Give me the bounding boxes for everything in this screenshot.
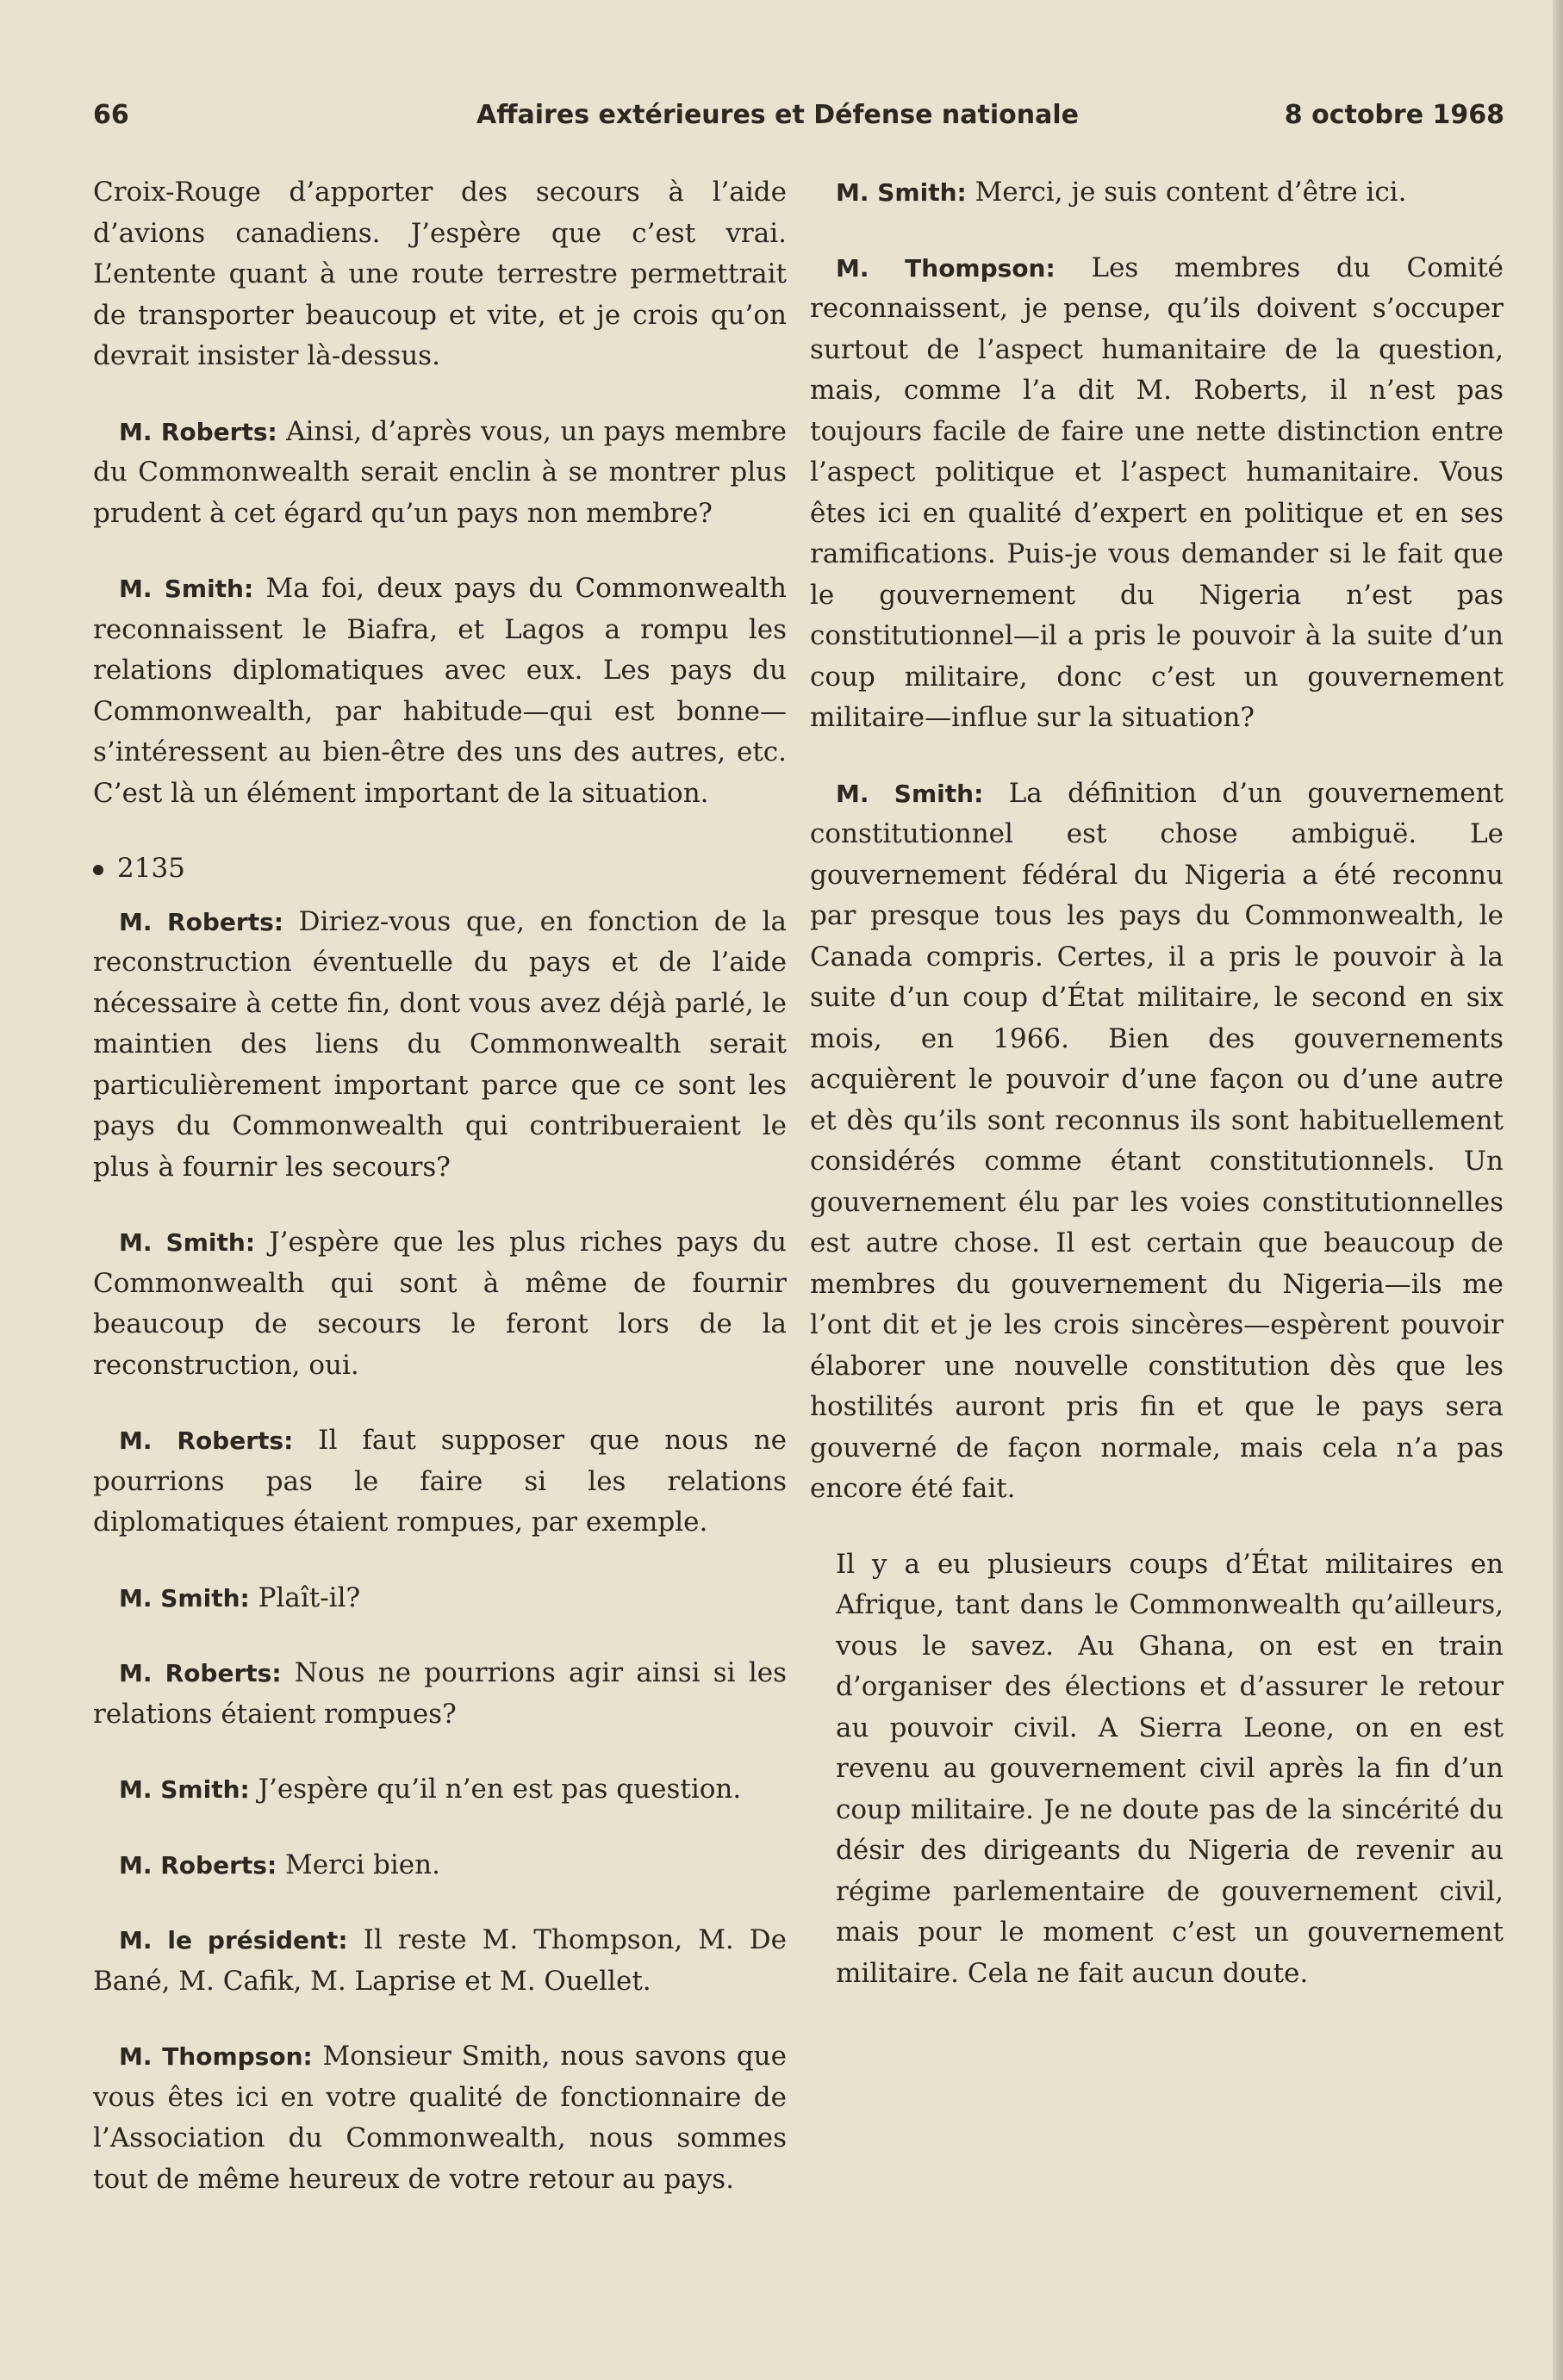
paragraph xyxy=(93,1920,787,2002)
speaker-name: M. Smith: xyxy=(836,178,967,207)
running-title: Affaires extérieures et Défense nationale xyxy=(476,100,1079,130)
time-marker-text: 2135 xyxy=(117,853,185,884)
paragraph xyxy=(93,2036,787,2200)
paragraph-text: Il y a eu plusieurs coups d’État militaires en Afrique, tant dans le Commonwealth qu’ailleurs, vous le savez. Au Ghana, on est en train d’organiser des élections et d’assurer le retour au pouvoir civil. A Sierra Leone, on en est revenu au gouvernement civil après la fin d’un coup militaire. Je ne doute pas de la sincérité du désir des dirigeants du Nigeria de revenir au régime parlementaire de gouvernement civil, mais pour le moment c’est un gouvernement militaire. Cela ne fait aucun doute. xyxy=(836,1548,1504,1989)
speaker-name: M. Roberts: xyxy=(119,417,277,446)
page-edge xyxy=(1553,0,1563,2380)
speaker-name: M. Smith: xyxy=(119,575,254,603)
paragraph-text: Il faut supposer que nous ne pourrions pas le faire si les relations diplomatiques étaient rompues, par exemple. xyxy=(93,1425,788,1538)
paragraph xyxy=(810,774,1504,1510)
paragraph xyxy=(810,248,1504,739)
running-date: 8 octobre 1968 xyxy=(1284,100,1504,130)
paragraph xyxy=(93,412,787,535)
speaker-name: M. Roberts: xyxy=(119,907,283,936)
paragraph-text: Croix-Rouge d’apporter des secours à l’aide d’avions canadiens. J’espère que c’est vrai. L’entente quant à une route terrestre permettrait de transporter beaucoup et vite, et je crois qu’on devrait insister là-dessus. xyxy=(93,177,787,371)
left-column xyxy=(93,172,787,2200)
paragraph xyxy=(810,172,1504,214)
speaker-name: M. Thompson: xyxy=(836,253,1055,283)
right-column xyxy=(810,172,1504,1994)
paragraph xyxy=(93,1222,787,1386)
speaker-name: M. Roberts: xyxy=(119,1659,282,1687)
paragraph-text: Nous ne pourrions agir ainsi si les relations étaient rompues? xyxy=(93,1657,787,1730)
paragraph-text: Merci bien. xyxy=(285,1849,440,1880)
speaker-name: M. Smith: xyxy=(119,1583,250,1613)
page-header xyxy=(93,100,1504,143)
paragraph xyxy=(810,1544,1504,1995)
speaker-name: M. Roberts: xyxy=(119,1426,294,1455)
paragraph xyxy=(93,1578,787,1619)
paragraph xyxy=(93,1769,787,1811)
bullet-icon xyxy=(93,865,103,875)
paragraph-text: J’espère qu’il n’en est pas question. xyxy=(258,1774,742,1805)
paragraph xyxy=(93,1845,787,1886)
paragraph xyxy=(93,1653,787,1735)
paragraph xyxy=(93,1420,787,1544)
speaker-name: M. Thompson: xyxy=(119,2042,313,2071)
paragraph-text: Ma foi, deux pays du Commonwealth reconnaissent le Biafra, et Lagos a rompu les relations diplomatiques avec eux. Les pays du Commonwealth, par habitude—qui est bonne—s’intéressent au bien-être des uns des autres, etc. C’est là un élément important de la situation. xyxy=(93,573,788,809)
speaker-name: M. Roberts: xyxy=(119,1850,277,1880)
time-marker xyxy=(93,848,787,890)
paragraph xyxy=(93,172,787,377)
paragraph-text: Plaît-il? xyxy=(258,1581,361,1613)
paragraph-text: Diriez-vous que, en fonction de la reconstruction éventuelle du pays et de l’aide nécessaire à cette fin, dont vous avez déjà parlé, le maintien des liens du Commonwealth serait particulièrement important parce que ce sont les pays du Commonwealth qui contribueraient le plus à fournir les secours? xyxy=(93,905,788,1183)
paragraph-text: La définition d’un gouvernement constitutionnel est chose ambiguë. Le gouvernement fédéral du Nigeria a été reconnu par presque tous les pays du Commonwealth, le Canada compris. Certes, il a pris le pouvoir à la suite d’un coup d’État militaire, le second en six mois, en 1966. Bien des gouvernements acquièrent le pouvoir d’une façon ou d’une autre et dès qu’ils sont reconnus ils sont habituellement considérés comme étant constitutionnels. Un gouvernement élu par les voies constitutionnelles est autre chose. Il est certain que beaucoup de membres du gouvernement du Nigeria—ils me l’ont dit et je les crois sincères—espèrent pouvoir élaborer une nouvelle constitution dès que les hostilités auront pris fin et que le pays sera gouverné de façon normale, mais cela n’a pas encore été fait. xyxy=(810,777,1504,1504)
paragraph-text: Ainsi, d’après vous, un pays membre du Commonwealth serait enclin à se montrer plus prudent à cet égard qu’un pays non membre? xyxy=(93,415,787,529)
speaker-name: M. le président: xyxy=(119,1926,348,1954)
page-number: 66 xyxy=(93,100,129,130)
paragraph-text: Monsieur Smith, nous savons que vous êtes ici en votre qualité de fonctionnaire de l’Association du Commonwealth, nous sommes tout de même heureux de votre retour au pays. xyxy=(93,2041,787,2195)
paragraph-text: Il reste M. Thompson, M. De Bané, M. Cafik, M. Laprise et M. Ouellet. xyxy=(93,1924,787,1997)
paragraph-text: Merci, je suis content d’être ici. xyxy=(975,177,1407,208)
speaker-name: M. Smith: xyxy=(119,1775,250,1804)
paragraph xyxy=(93,902,787,1189)
speaker-name: M. Smith: xyxy=(119,1228,256,1257)
paragraph-text: J’espère que les plus riches pays du Commonwealth qui sont à même de fournir beaucoup de secours le feront lors de la reconstruction, oui. xyxy=(93,1227,788,1381)
paragraph-text: Les membres du Comité reconnaissent, je pense, qu’ils doivent s’occuper surtout de l’aspect humanitaire de la question, mais, comme l’a dit M. Roberts, il n’est pas toujours facile de faire une nette distinction entre l’aspect politique et l’aspect humanitaire. Vous êtes ici en qualité d’expert en politique et en ses ramifications. Puis-je vous demander si le fait que le gouvernement du Nigeria n’est pas constitutionnel—il a pris le pouvoir à la suite d’un coup militaire, donc c’est un gouvernement militaire—influe sur la situation? xyxy=(810,252,1504,733)
speaker-name: M. Smith: xyxy=(836,779,984,808)
paragraph xyxy=(93,569,787,814)
